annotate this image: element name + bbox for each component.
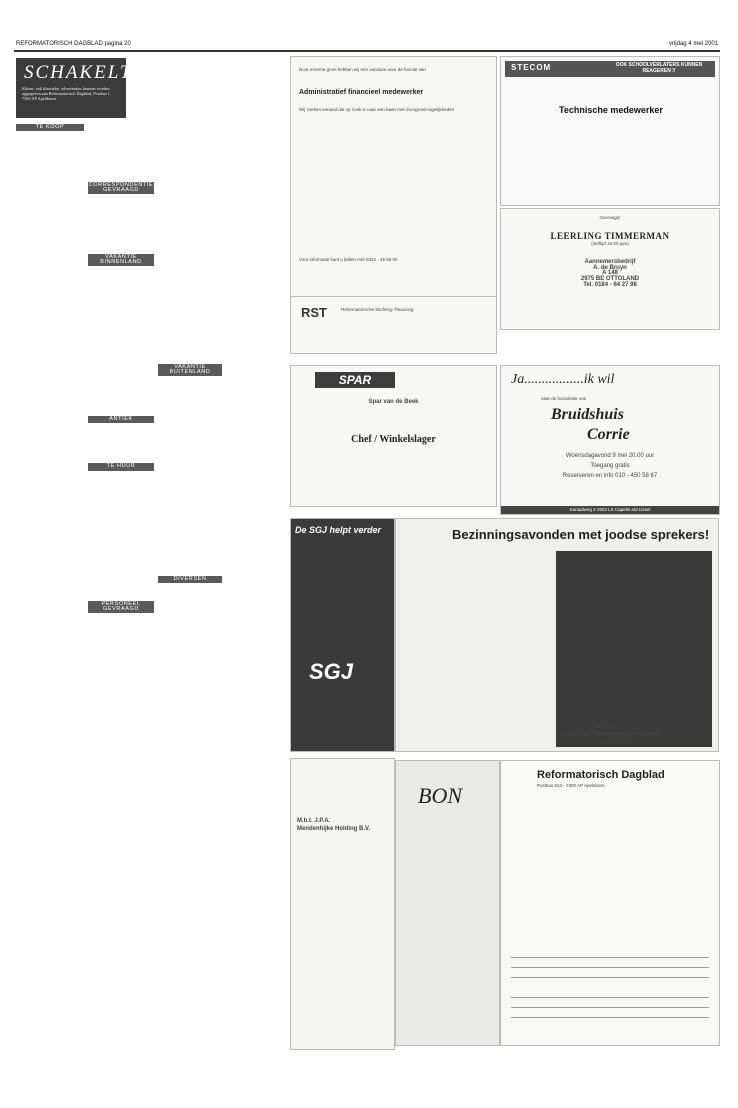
bruidshuis-ad bbox=[500, 365, 720, 515]
spar-store: Spar van de Beek bbox=[368, 399, 419, 405]
leerling-gevraagd: Gevraagd: bbox=[599, 215, 621, 220]
rst-logo: RST bbox=[301, 305, 327, 320]
stecom-tag: OOK SCHOOLVERLATERS KUNNEN REAGEREN !! bbox=[615, 62, 703, 74]
leerling-addr: A 148 bbox=[602, 270, 618, 277]
stecom-ad bbox=[500, 56, 720, 206]
section-te-koop: TE KOOP bbox=[16, 124, 84, 131]
section-vakantie: VAKANTIE BINNENLAND bbox=[88, 254, 154, 266]
holding-ad bbox=[290, 758, 395, 1050]
schakeltjes-subtitle: Kleine, ook klassieke, advertenties kunnen worden opgegeven aan Reformatorisch Dagblad, Postbus 1, 7300 AP Apeldoorn bbox=[22, 86, 111, 101]
column-4 bbox=[226, 58, 288, 1046]
spar-heading: Chef / Winkelslager bbox=[351, 434, 436, 445]
leerling-firm: A. de Bruyn bbox=[593, 264, 627, 271]
rst-name: Reformatorische Stichting Thuiszorg bbox=[341, 307, 414, 312]
bez-right-panel bbox=[556, 551, 712, 747]
jaik-date: Woensdagavond 9 mei 20.00 uur bbox=[565, 453, 655, 459]
schakeltjes-title: SCHAKELTJES bbox=[24, 62, 169, 83]
form-line-2 bbox=[511, 967, 709, 968]
jaik-brand2: Corrie bbox=[587, 426, 630, 443]
sgj-heading: De SGJ helpt verder bbox=[295, 525, 382, 535]
leerling-title: LEERLING TIMMERMAN bbox=[550, 230, 670, 241]
section-te-huur: TE HUUR bbox=[88, 463, 154, 470]
form-line-6 bbox=[511, 1017, 709, 1018]
jaik-brand1: Bruidshuis bbox=[551, 406, 624, 423]
leerling-tel: Tel. 0184 - 64 27 98 bbox=[583, 281, 637, 288]
rst-ad bbox=[290, 296, 497, 354]
vacature-ad bbox=[290, 56, 497, 298]
column-3 bbox=[158, 58, 222, 1046]
vacature-title: Administratief financieel medewerker bbox=[299, 89, 424, 96]
jaik-address: Kanaalweg 4 2903 LS Capelle a/d IJssel bbox=[501, 506, 719, 514]
form-line-1 bbox=[511, 957, 709, 958]
leerling-name: Aannemersbedrijf bbox=[584, 259, 636, 266]
leerling-age: (leeftijd 16-20 jaar) bbox=[591, 240, 629, 246]
header-rule bbox=[14, 50, 720, 52]
header-left: REFORMATORISCH DAGBLAD pagina 20 bbox=[16, 41, 131, 47]
subscription-form bbox=[500, 760, 720, 1046]
ref-title: Reformatorisch Dagblad bbox=[537, 769, 665, 781]
form-line-3 bbox=[511, 977, 709, 978]
bez-amount: 419925 bbox=[596, 723, 612, 728]
bez-place: te Apeldoorn bbox=[606, 739, 634, 744]
section-personeel: PERSONEEL GEVRAAGD bbox=[88, 601, 154, 613]
section-antiek: ANTIEK bbox=[88, 416, 154, 423]
sgj-logo: SGJ bbox=[309, 659, 354, 684]
form-line-5 bbox=[511, 1007, 709, 1008]
page-header bbox=[14, 40, 720, 50]
header-date: vrijdag 4 mei 2001 bbox=[668, 41, 718, 47]
section-diversen: DIVERSEN bbox=[158, 576, 222, 583]
jaik-free: Toegang gratis bbox=[590, 463, 630, 469]
bezinningsavonden-ad bbox=[395, 518, 719, 752]
vacature-body: Wij zoeken iemand die op zoek is naar een baan met doorgroeimogelijkheden bbox=[299, 107, 455, 112]
leerling-city: 2975 BE OTTOLAND bbox=[580, 275, 640, 282]
section-correspondentie: CORRESPONDENTIE GEVRAAGD bbox=[88, 182, 154, 194]
ref-sub: Postbus 613 - 7300 AP Apeldoorn bbox=[537, 783, 605, 788]
column-2 bbox=[88, 58, 154, 1046]
bez-title: Bezinningsavonden met joodse sprekers! bbox=[452, 527, 710, 542]
leerling-ad bbox=[500, 208, 720, 330]
spar-logo: SPAR bbox=[315, 372, 395, 388]
jaik-reserve: Reserveren en info 010 - 450 58 67 bbox=[562, 473, 658, 479]
bez-stichting: STICHTING "VRIENDEN VAN HET CHEIDER" bbox=[566, 731, 662, 736]
bon-ad bbox=[395, 760, 500, 1046]
stecom-heading: Technische medewerker bbox=[559, 105, 663, 115]
jaik-sub: naar de huissluiter van bbox=[541, 396, 587, 401]
jaik-title: Ja.................ik wil bbox=[511, 372, 615, 387]
section-vakantie-buitenland: VAKANTIE BUITENLAND bbox=[158, 364, 222, 376]
holding-firm: Mendenhijke Holding B.V. bbox=[297, 826, 371, 832]
bon-title: BON bbox=[418, 783, 462, 808]
vacature-intro: Door enorme groei hebben wij een vacature voor de functie van bbox=[299, 67, 426, 72]
spar-ad bbox=[290, 365, 497, 507]
sgj-ad bbox=[290, 518, 395, 752]
form-line-4 bbox=[511, 997, 709, 998]
vacature-contact: Voor informatie kunt u bellen met 0342 - 45 56 00 bbox=[299, 257, 398, 262]
holding-name: M.b.t. J.P.A. bbox=[297, 818, 331, 824]
stecom-logo: STECOM bbox=[511, 63, 552, 72]
column-1 bbox=[16, 120, 84, 1108]
